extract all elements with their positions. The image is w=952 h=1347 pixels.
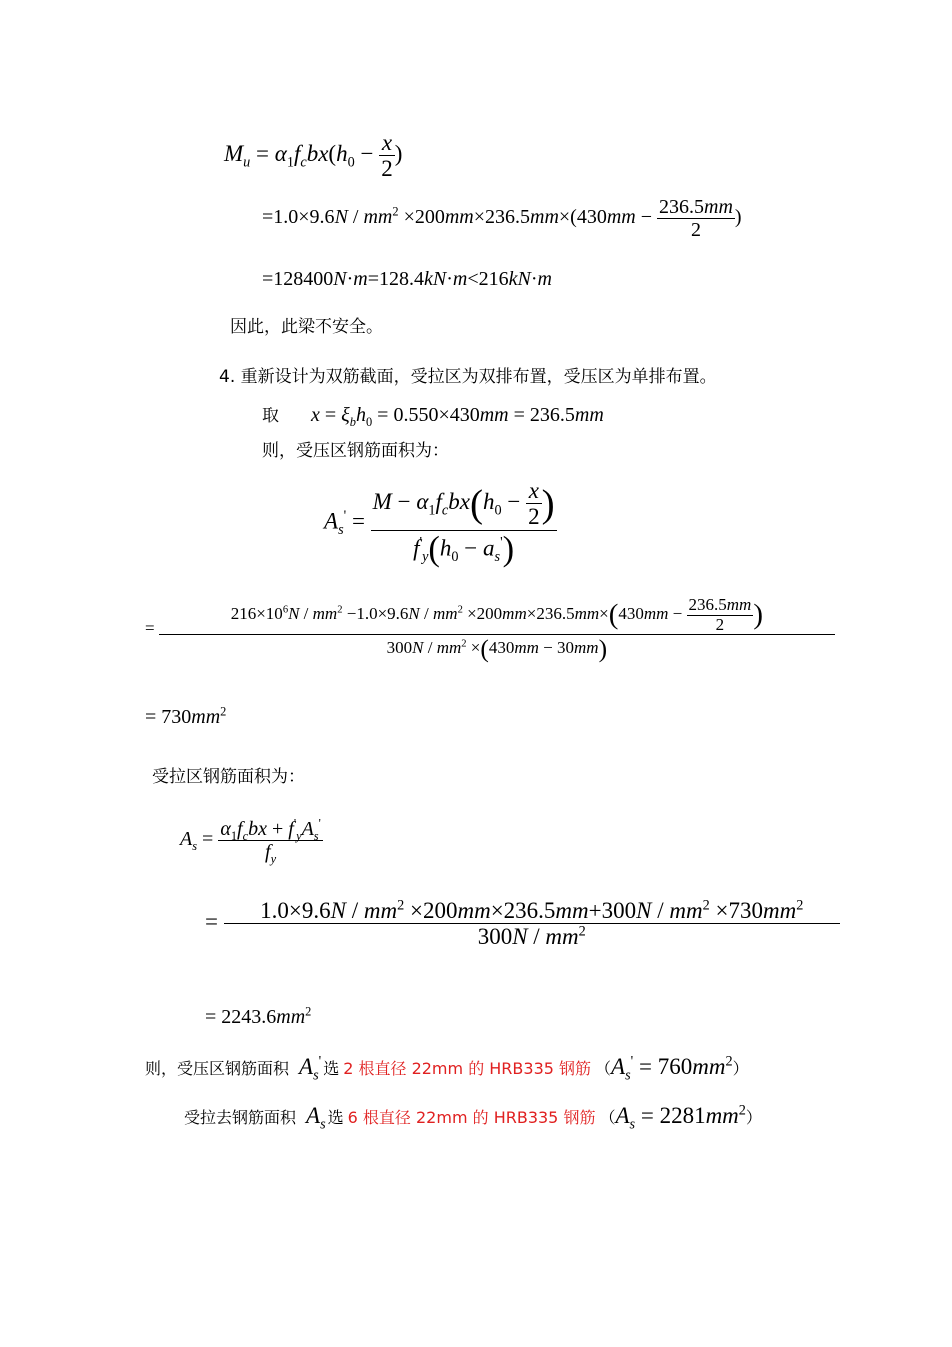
- selection-tension: 受拉去钢筋面积 $A_s$ 选 6 根直径 22mm 的 HRB335 钢筋 $(A_s = 2281mm^2)$: [184, 1102, 762, 1133]
- mu-result: =128400N·m=128.4kN·m<216kN·m: [262, 268, 552, 290]
- tension-area-intro: 受拉区钢筋面积为：: [152, 767, 305, 787]
- conclusion-text: 因此，此梁不安全。: [230, 317, 383, 337]
- compression-area-intro: 则，受压区钢筋面积为：: [262, 441, 449, 461]
- mu-formula: $M_u = \alpha_1f_cbx(h_0$ − $\frac{x}{2}$ ): [224, 130, 403, 182]
- mu-substitution: $=1.0\times 9.6N / mm^2 \times 200mm\times 236.5mm\times(430mm$ − $\frac{236.5mm}{2}$ ): [262, 196, 742, 241]
- as-prime-result: = $730mm^2$: [145, 704, 227, 728]
- take-x-line: 取 $x = \xi_bh_0 = 0.550\times 430mm = 236.5mm$: [262, 404, 604, 429]
- as-prime-substitution: = $216\times 10^6N / mm^2 -1.0\times 9.6N / mm^2 \times 200mm\times 236.5mm\times(430mm$ − $\frac{236.5mm}{2}$ ) $300N / mm^2 \times(430mm - 30mm)$: [145, 596, 835, 663]
- tension-bar-choice: 6 根直径 22mm 的 HRB335 钢筋: [347, 1108, 596, 1127]
- selection-compression: 则，受压区钢筋面积 $A_s'$ 选 2 根直径 22mm 的 HRB335 钢筋 $(A_s' = 760mm^2)$: [145, 1053, 749, 1084]
- as-prime-formula: $A_s'$ = $M - \alpha_1f_cbx(h_0$ − $\frac{x}{2}$ ) $f'_y(h_0 - a_s')$: [324, 478, 555, 568]
- step4-heading: 4. 重新设计为双筋截面，受拉区为双排布置，受压区为单排布置。: [219, 367, 717, 387]
- compression-bar-choice: 2 根直径 22mm 的 HRB335 钢筋: [343, 1059, 592, 1078]
- take-label: 取: [262, 406, 279, 426]
- as-result: = $2243.6mm^2$: [205, 1004, 312, 1028]
- as-substitution: = $\frac{1.0\times 9.6N / mm^2 \times 200mm\times 236.5mm+300N / mm^2 \times 730mm^2}{300N / mm^2}$: [205, 898, 840, 950]
- as-formula: $A_s$ = $\frac{\alpha_1f_cbx + f'_yA_s'}{f_y}$: [180, 816, 321, 866]
